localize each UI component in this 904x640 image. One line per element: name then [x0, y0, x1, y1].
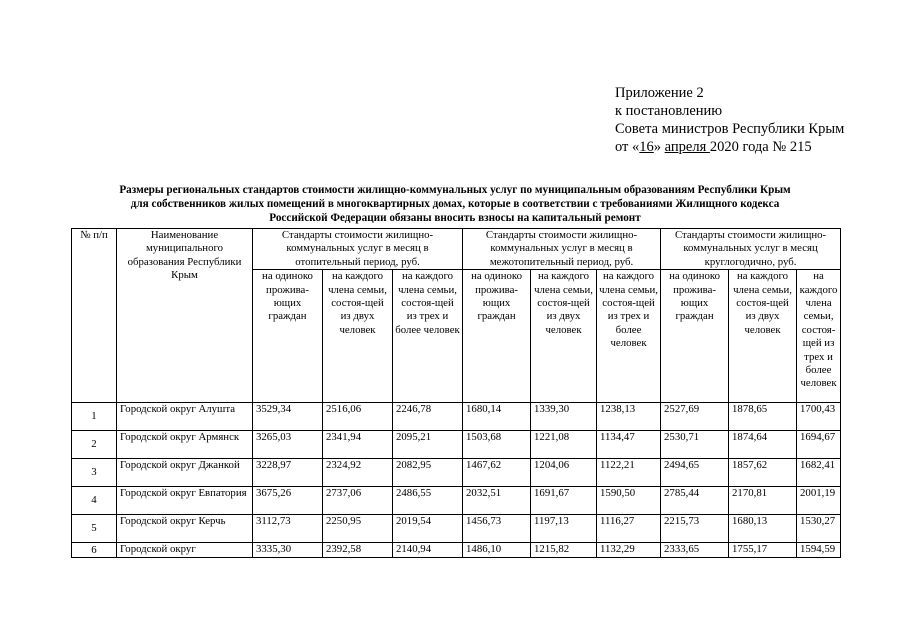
appendix-date-month: апреля	[664, 139, 710, 155]
municipality-name: Городской округ Алушта	[117, 403, 253, 431]
cost-value: 1204,06	[531, 459, 597, 487]
cost-value: 2341,94	[323, 431, 393, 459]
cost-value: 1878,65	[729, 403, 797, 431]
cost-value: 1134,47	[597, 431, 661, 459]
subheader-two: на каждого члена семьи, состоя-щей из двух человек	[531, 270, 597, 403]
cost-value: 2170,81	[729, 487, 797, 515]
cost-value: 3112,73	[253, 515, 323, 543]
appendix-date-suffix: 2020 года № 215	[709, 139, 812, 155]
cost-value: 2215,73	[661, 515, 729, 543]
cost-value: 1682,41	[797, 459, 841, 487]
municipality-name: Городской округ Джанкой	[117, 459, 253, 487]
cost-value: 1116,27	[597, 515, 661, 543]
municipality-name: Городской округ	[117, 543, 253, 558]
cost-value: 2530,71	[661, 431, 729, 459]
cost-value: 1503,68	[463, 431, 531, 459]
appendix-date-prefix: от «	[615, 139, 640, 155]
cost-value: 2250,95	[323, 515, 393, 543]
subheader-two: на каждого члена семьи, состоя-щей из двух человек	[323, 270, 393, 403]
appendix-date-mid: »	[653, 139, 665, 155]
subheader-single: на одиноко прожива-ющих граждан	[253, 270, 323, 403]
cost-value: 1467,62	[463, 459, 531, 487]
cost-value: 1215,82	[531, 543, 597, 558]
appendix-line-2: к постановлению	[615, 103, 723, 119]
municipality-name: Городской округ Евпатория	[117, 487, 253, 515]
heading-line-2: для собственников жилых помещений в многоквартирных домах, которые в соответствии с требованиями Жилищного кодекса	[130, 198, 780, 210]
cost-value: 1680,13	[729, 515, 797, 543]
cost-value: 2527,69	[661, 403, 729, 431]
cost-value: 3265,03	[253, 431, 323, 459]
cost-value: 2785,44	[661, 487, 729, 515]
subheader-three: на каждого члена семьи, состоя-щей из трех и более человек	[597, 270, 661, 403]
cost-value: 1590,50	[597, 487, 661, 515]
subheader-three: на каждого члена семьи, состоя-щей из трех и более человек	[797, 270, 841, 403]
row-number: 4	[72, 487, 117, 515]
cost-value: 2019,54	[393, 515, 463, 543]
cost-value: 1694,67	[797, 431, 841, 459]
appendix-line-1: Приложение 2	[615, 85, 704, 101]
appendix-line-4	[615, 138, 844, 156]
document-heading	[70, 183, 840, 225]
cost-value: 1486,10	[463, 543, 531, 558]
cost-value: 2333,65	[661, 543, 729, 558]
header-group-nonheating: Стандарты стоимости жилищно-коммунальных услуг в месяц в межотопительный период, руб.	[463, 229, 661, 270]
table-row	[72, 543, 841, 558]
standards-table	[71, 228, 841, 558]
cost-value: 3529,34	[253, 403, 323, 431]
cost-value: 2737,06	[323, 487, 393, 515]
cost-value: 1238,13	[597, 403, 661, 431]
table-row	[72, 459, 841, 487]
table-row	[72, 515, 841, 543]
cost-value: 2246,78	[393, 403, 463, 431]
cost-value: 2140,94	[393, 543, 463, 558]
appendix-date-day: 16	[639, 139, 654, 155]
table-row	[72, 487, 841, 515]
cost-value: 3335,30	[253, 543, 323, 558]
cost-value: 1122,21	[597, 459, 661, 487]
table-row	[72, 431, 841, 459]
cost-value: 2001,19	[797, 487, 841, 515]
header-row-1	[72, 229, 841, 270]
cost-value: 2494,65	[661, 459, 729, 487]
heading-line-1: Размеры региональных стандартов стоимости жилищно-коммунальных услуг по муниципальным образованиям Республики Крым	[119, 184, 791, 196]
municipality-name: Городской округ Керчь	[117, 515, 253, 543]
subheader-three: на каждого члена семьи, состоя-щей из трех и более человек	[393, 270, 463, 403]
cost-value: 2486,55	[393, 487, 463, 515]
cost-value: 2095,21	[393, 431, 463, 459]
cost-value: 1221,08	[531, 431, 597, 459]
heading-line-3: Российской Федерации обязаны вносить взносы на капитальный ремонт	[269, 212, 641, 224]
row-number: 3	[72, 459, 117, 487]
cost-value: 1339,30	[531, 403, 597, 431]
cost-value: 2516,06	[323, 403, 393, 431]
header-name: Наименование муниципального образования Республики Крым	[117, 229, 253, 403]
cost-value: 1456,73	[463, 515, 531, 543]
municipality-name: Городской округ Армянск	[117, 431, 253, 459]
cost-value: 2032,51	[463, 487, 531, 515]
row-number: 1	[72, 403, 117, 431]
subheader-single: на одиноко прожива-ющих граждан	[661, 270, 729, 403]
cost-value: 2324,92	[323, 459, 393, 487]
header-group-heating: Стандарты стоимости жилищно-коммунальных услуг в месяц в отопительный период, руб.	[253, 229, 463, 270]
cost-value: 1857,62	[729, 459, 797, 487]
cost-value: 1530,27	[797, 515, 841, 543]
row-number: 5	[72, 515, 117, 543]
cost-value: 1594,59	[797, 543, 841, 558]
cost-value: 1874,64	[729, 431, 797, 459]
appendix-line-3: Совета министров Республики Крым	[615, 121, 845, 137]
subheader-single: на одиноко прожива-ющих граждан	[463, 270, 531, 403]
table-row	[72, 403, 841, 431]
cost-value: 1680,14	[463, 403, 531, 431]
subheader-two: на каждого члена семьи, состоя-щей из двух человек	[729, 270, 797, 403]
cost-value: 1700,43	[797, 403, 841, 431]
header-group-yearround: Стандарты стоимости жилищно-коммунальных услуг в месяц круглогодично, руб.	[661, 229, 841, 270]
row-number: 6	[72, 543, 117, 558]
cost-value: 3675,26	[253, 487, 323, 515]
row-number: 2	[72, 431, 117, 459]
cost-value: 2082,95	[393, 459, 463, 487]
cost-value: 3228,97	[253, 459, 323, 487]
cost-value: 1691,67	[531, 487, 597, 515]
cost-value: 1197,13	[531, 515, 597, 543]
cost-value: 2392,58	[323, 543, 393, 558]
header-num: № п/п	[72, 229, 117, 403]
cost-value: 1132,29	[597, 543, 661, 558]
cost-value: 1755,17	[729, 543, 797, 558]
appendix-block	[615, 84, 844, 156]
